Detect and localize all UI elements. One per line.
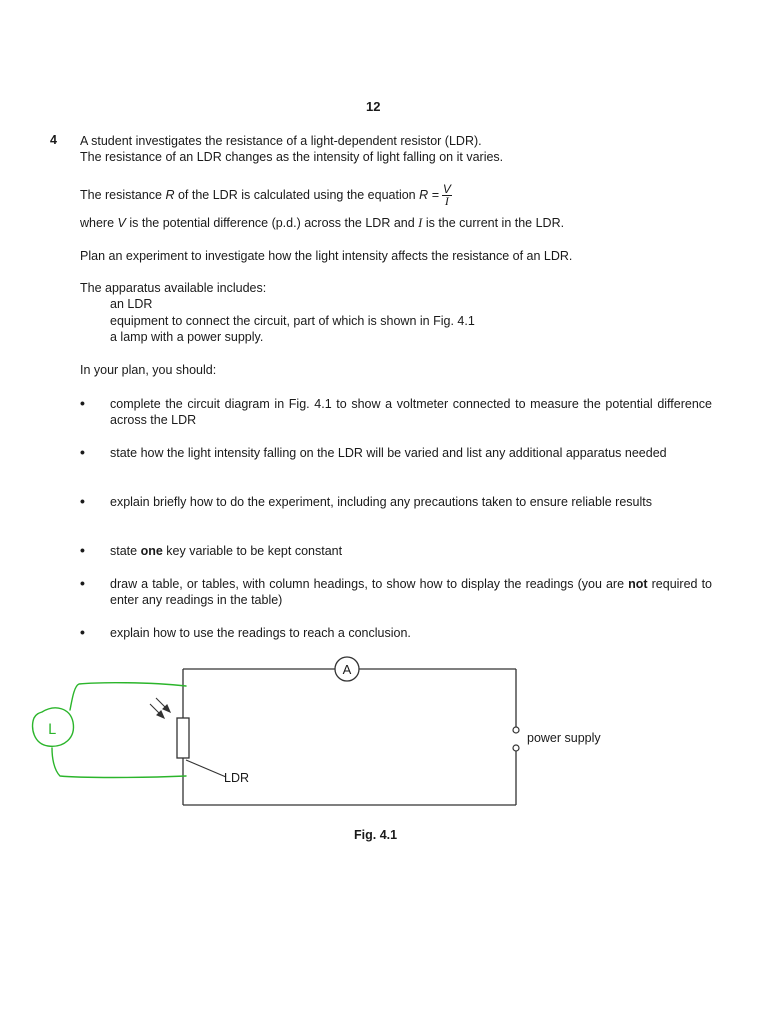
power-terminal-bottom — [513, 745, 519, 751]
bullet-text-pre: draw a table, or tables, with column headings, to show how to display the readings (you are — [110, 577, 629, 591]
equation-fraction — [442, 184, 452, 207]
i-symbol: I — [418, 216, 423, 230]
ldr-resistor — [177, 718, 189, 758]
equation-line — [80, 184, 452, 207]
where-p3: is the current in the LDR. — [422, 216, 565, 230]
r-symbol: R — [165, 187, 175, 202]
handwritten-wire-lower — [52, 748, 186, 778]
page-number: 12 — [366, 99, 381, 114]
equation-middle: of the LDR is calculated using the equation — [174, 187, 420, 202]
plan-intro: In your plan, you should: — [80, 363, 217, 377]
bullet-symbol: • — [80, 624, 85, 640]
ldr-label: LDR — [224, 771, 250, 785]
v-symbol: V — [117, 216, 126, 230]
bullet-symbol: • — [80, 444, 85, 460]
bullet-symbol: • — [80, 493, 85, 509]
ammeter-label: A — [342, 662, 352, 677]
plan-instruction: Plan an experiment to investigate how the light intensity affects the resistance of an LDR. — [80, 249, 573, 263]
equation-r-equals: R = — [419, 187, 439, 202]
where-p1: where — [80, 216, 118, 230]
apparatus-heading: The apparatus available includes: — [80, 281, 267, 295]
bullet-symbol: • — [80, 542, 85, 558]
intro-line-1: A student investigates the resistance of a light-dependent resistor (LDR). — [80, 134, 482, 148]
apparatus-item: a lamp with a power supply. — [110, 330, 264, 344]
fraction-denominator: I — [444, 194, 449, 208]
bullet-text-bold: not — [628, 577, 648, 591]
fraction-numerator: V — [442, 182, 451, 196]
bullet-text-post: key variable to be kept constant — [162, 544, 343, 558]
bullet-text-pre: state — [110, 544, 141, 558]
bullet-text: explain how to use the readings to reach a conclusion. — [110, 626, 411, 640]
question-number: 4 — [50, 133, 57, 147]
bullet-text: explain briefly how to do the experiment, including any precautions taken to ensure reliable results — [110, 495, 652, 509]
equation-prefix: The resistance — [80, 187, 166, 202]
power-terminal-top — [513, 727, 519, 733]
bullet-symbol: • — [80, 395, 85, 411]
apparatus-item: an LDR — [110, 297, 153, 311]
handwritten-label: L — [48, 722, 56, 738]
bullet-text — [110, 576, 712, 608]
where-p2: is the potential difference (p.d.) across the LDR and — [125, 216, 419, 230]
where-line — [80, 215, 564, 231]
bullet-text-post: required to enter any readings in the table) — [110, 577, 712, 607]
bullet-text — [110, 543, 712, 559]
handwritten-wire-upper — [70, 683, 186, 710]
apparatus-item: equipment to connect the circuit, part of which is shown in Fig. 4.1 — [110, 314, 475, 328]
power-supply-label: power supply — [527, 731, 601, 745]
bullet-symbol: • — [80, 575, 85, 591]
bullet-text: complete the circuit diagram in Fig. 4.1 to show a voltmeter connected to measure the potential difference across the LDR — [110, 397, 712, 427]
circuit-diagram — [0, 650, 768, 850]
bullet-text-bold: one — [140, 544, 163, 558]
intro-line-2: The resistance of an LDR changes as the intensity of light falling on it varies. — [80, 150, 504, 164]
light-arrows-icon — [150, 698, 170, 718]
figure-caption: Fig. 4.1 — [354, 828, 398, 842]
bullet-text: state how the light intensity falling on the LDR will be varied and list any additional apparatus needed — [110, 446, 667, 460]
ldr-leader-line — [186, 760, 226, 777]
